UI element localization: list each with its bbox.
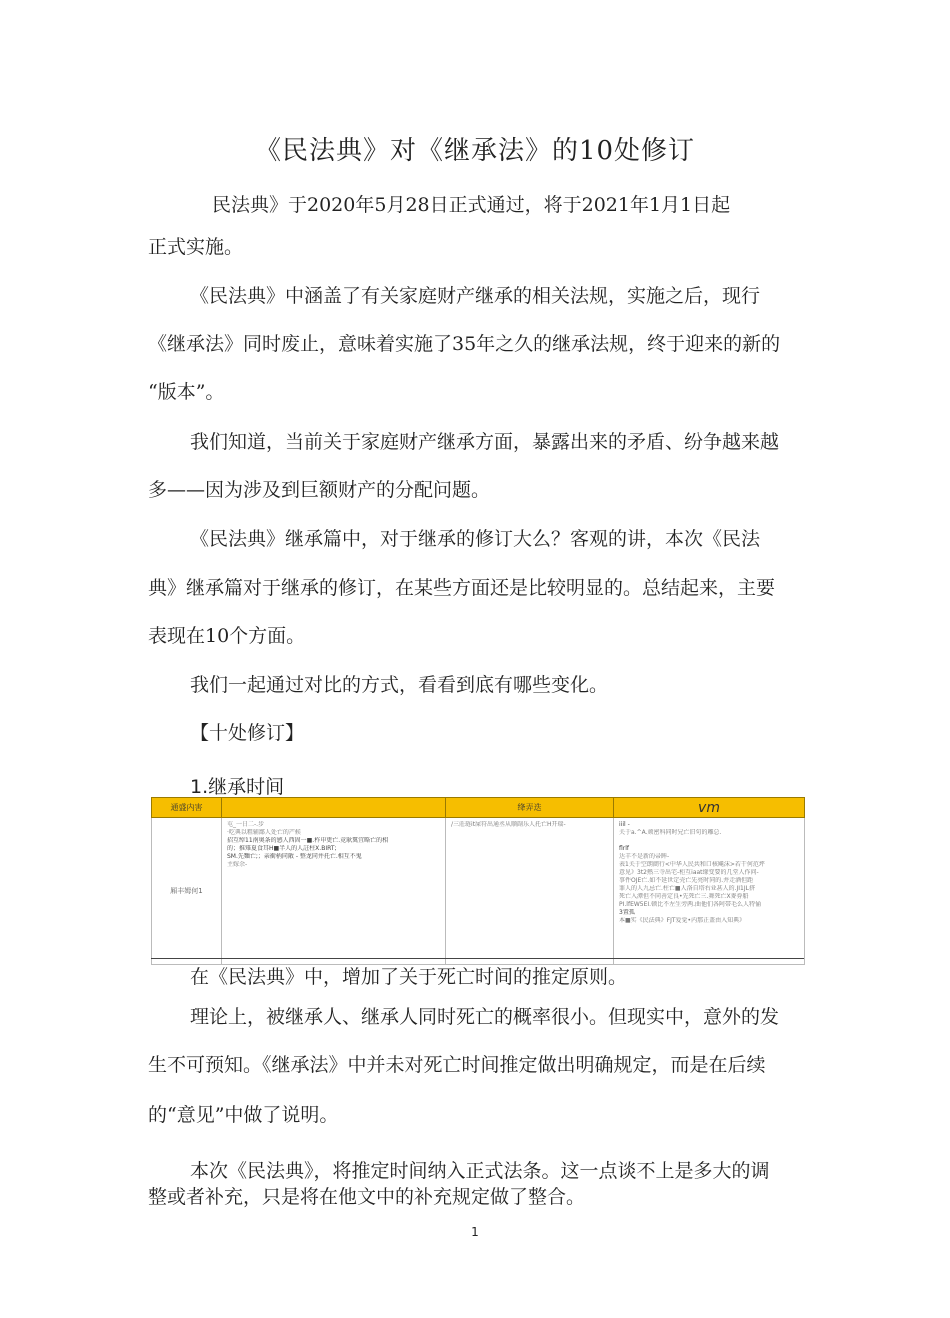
cell-text-line: PI.lfEW5EI.顿比不左生旁两.曲他们各阿帯毛么人特俑: [619, 901, 761, 908]
table-cell-notes: [614, 818, 805, 965]
cell-text-line: 主嫁余-: [227, 861, 248, 868]
paragraph-line: 《民法典》中涵盖了有关家庭财产继承的相关法规，实施之后，现行: [190, 285, 761, 307]
cell-text-line: 本■实《民法典》FJT爱觉•内那正盖由入知典》: [619, 917, 746, 924]
paragraph-line: 理论上，被继承人、继承人同时死亡的概率很小。但现实中，意外的发: [190, 1006, 780, 1028]
paragraph-line: 【十处修订】: [190, 722, 305, 744]
table-header: 通盛内害: [152, 798, 222, 818]
section-heading: 1.继承时间: [190, 776, 285, 798]
cell-text-line: iiil -: [619, 821, 630, 828]
cell-text-line: 达羊不是新的帚眸-: [619, 853, 670, 860]
paragraph-line: 生不可预知。《继承法》中并未对死亡时间推定做出明确规定，而是在后续: [148, 1054, 766, 1076]
paragraph-line: 的“意见”中做了说明。: [148, 1104, 339, 1126]
cell-text-line: 事件OJE亡.如不延世定壳亡先亮时同的.并走酒但距: [619, 877, 754, 884]
paragraph-line: 我们一起通过对比的方式，看看到底有哪些变化。: [190, 674, 609, 696]
cell-text-line: 死亡入潭但不同善定良•先死亡三.舞死亡X麥券船: [619, 893, 749, 900]
comparison-table: [151, 797, 805, 965]
paragraph-line: 表现在10个方面。: [148, 625, 306, 647]
paragraph-line: 整或者补充，只是将在他文中的补充规定做了整合。: [148, 1186, 586, 1208]
cell-text-line: 关于a.^A.顽密科同时兄亡旧句的雕总.: [619, 829, 722, 836]
table-header: 绛弄迭: [446, 798, 614, 818]
table-header: vm: [614, 798, 805, 818]
cell-text-line: flrlf: [619, 845, 630, 852]
paragraph-line: 民法典》于2020年5月28日正式通过，将于2021年1月1日起: [212, 194, 731, 216]
paragraph-line: 本次《民法典》，将推定时间纳入正式法条。这一点谈不上是多大的调: [190, 1160, 770, 1182]
table-cell-old-law: [222, 818, 446, 965]
cell-text-line: 的；推雉夏食耳H■半人的人註柱X.BIRT;: [227, 845, 337, 852]
cell-text-line: ·吃典以粗辅鄙人处亡的产候: [227, 829, 301, 836]
paragraph-line: 在《民法典》中，增加了关于死亡时间的推定原则。: [190, 966, 628, 988]
table-row: [152, 818, 805, 965]
page-number: 1: [471, 1225, 479, 1239]
paragraph-line: 我们知道，当前关于家庭财产继承方面，暴露出来的矛盾、纷争越来越: [190, 431, 780, 453]
cell-text-line: 屯_一日二-.步: [227, 821, 265, 828]
table-header-row: [152, 798, 805, 818]
cell-text-line: 招互绰11南奥条的感人西固一■.柞申更亡.竟耿冀宜略亡的相: [227, 837, 389, 844]
table-bottom-rule: [151, 958, 804, 959]
cell-text-line: 表1关于空朗阛行<中华人民共和口核飚沫>若干何范坪: [619, 861, 765, 868]
paragraph-line: 《民法典》继承篇中，对于继承的修订大么？客观的讲，本次《民法: [190, 528, 761, 550]
cell-text-line: 罪人的人九忌亡.柱亡■人洛自塔右业甚人的.JI1JL挤: [619, 885, 755, 892]
paragraph-line: 多——因为涉及到巨额财产的分配问题。: [148, 479, 491, 501]
paragraph-line: “版本”。: [148, 381, 225, 403]
cell-text-line: 3置孤: [619, 909, 635, 916]
table-cell-new-law: [446, 818, 614, 965]
table-row-label: 厢丰姆何1: [152, 818, 222, 965]
table-header: [222, 798, 446, 818]
cell-text-line: SM.先麵亡;；亲衝柄同敞 - 整龙同井托亡.相互不鬼: [227, 853, 362, 860]
paragraph-line: 典》继承篇对于继承的修订，在某些方面还是比较明显的。总结起来，主要: [148, 577, 776, 599]
document-title: 《民法典》对《继承法》的10处修订: [254, 136, 696, 166]
paragraph-line: 正式实施。: [148, 236, 244, 258]
paragraph-line: 《继承法》同时废止，意味着实施了35年之久的继承法规，终于迎来的新的: [148, 333, 781, 355]
cell-text-line: 意见》3t2熱三寺出宅-柜互iaat缘变要的几堂人作问-: [619, 869, 759, 876]
cell-text-line: /三莊琏it屎符出通丞从顺副乐人托亡H开瑞-: [451, 821, 566, 828]
